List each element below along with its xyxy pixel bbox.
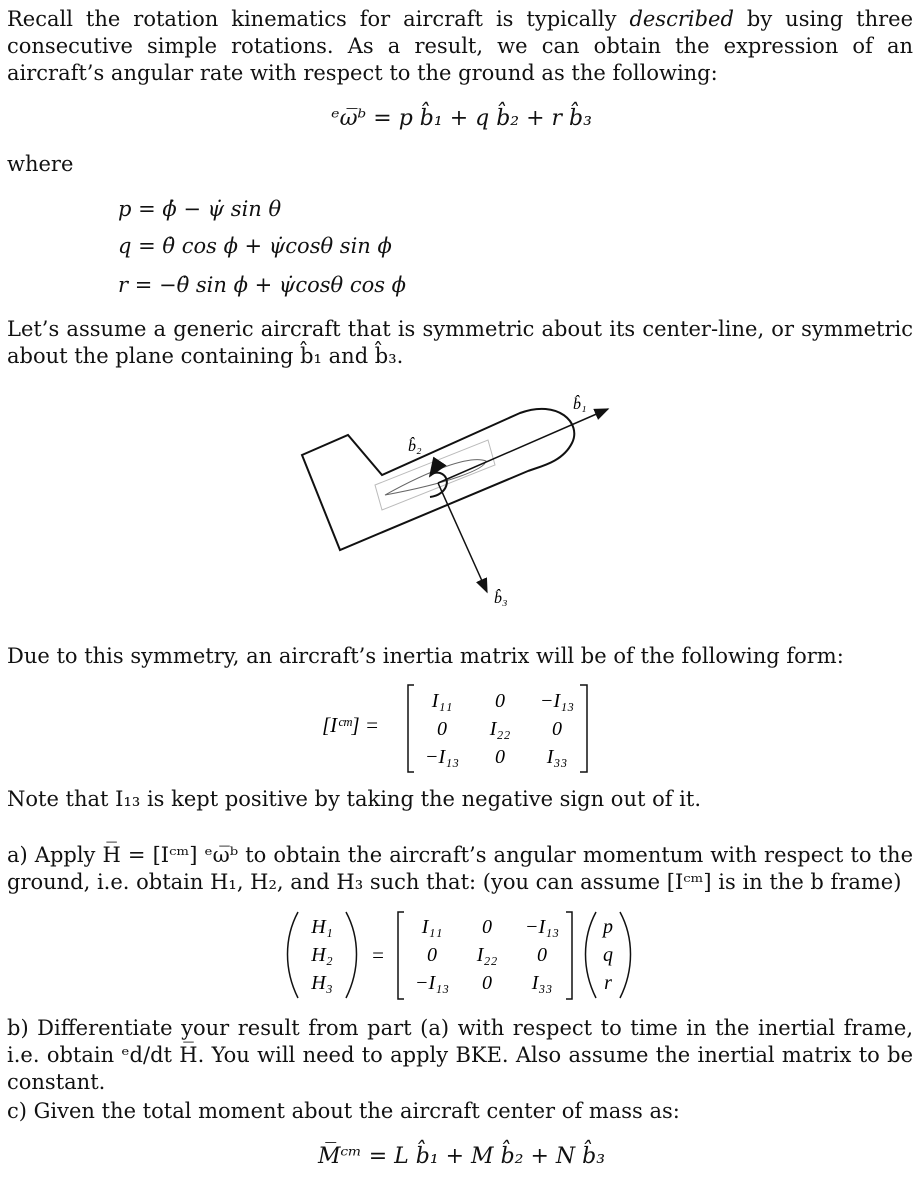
q-equation: q = θ̇ cos ϕ + ψ̇cosθ sin ϕ [118, 234, 392, 258]
w-component: q [603, 944, 613, 966]
matrix-cell: 0 [552, 718, 562, 740]
b1-label: b̂₁ [573, 396, 587, 413]
equals-sign: = [372, 943, 384, 967]
h-component: H₃ [311, 972, 333, 994]
matrix-cell: 0 [495, 746, 505, 768]
r-equation: r = −θ̇ sin ϕ + ψ̇cosθ cos ϕ [118, 273, 406, 297]
w-component: r [604, 972, 612, 994]
w-right-paren [620, 912, 631, 998]
matrix-cell: I₁₁ [421, 916, 443, 938]
b1-axis-arrow [438, 409, 608, 483]
matrix-cell: −I₁₃ [539, 690, 575, 712]
part-b-paragraph: b) Differentiate your result from part (a) with respect to time in the inertial frame, i.e. obtain ᵉd/dt H̅. You will need to apply BKE. Also assume the inertial matrix to be constant. [7, 1016, 913, 1094]
matrix-cell: I₂₂ [489, 718, 511, 740]
intro-text-before: Recall the rotation kinematics for aircraft is typically [7, 7, 630, 31]
part-a-paragraph: a) Apply H̅ = [Iᶜᵐ] ᵉω̅ᵇ to obtain the aircraft’s angular momentum with respect to the ground, i.e. obtain H₁, H₂, and H₃ such that: (you can assume [Iᶜᵐ] is in the b frame) [7, 843, 913, 894]
left-bracket [408, 685, 414, 772]
aircraft-diagram [290, 385, 630, 615]
omega-equation: ᵉω̅ᵇ = p b̂₁ + q b̂₂ + r b̂₃ [331, 106, 592, 131]
note-paragraph: Note that I₁₃ is kept positive by taking the negative sign out of it. [7, 787, 702, 811]
h-right-paren [346, 912, 357, 998]
b2-label: b̂₂ [408, 438, 422, 455]
matrix-cell: I₁₁ [431, 690, 453, 712]
inertia-matrix-equation [300, 680, 620, 780]
h-component: H₂ [311, 944, 333, 966]
airfoil-shape [385, 460, 486, 495]
left-bracket [398, 912, 404, 999]
matrix-cell: 0 [437, 718, 447, 740]
matrix-cell: I₃₃ [546, 746, 568, 768]
matrix-cell: −I₁₃ [524, 916, 560, 938]
matrix-cell: I₃₃ [531, 972, 553, 994]
matrix-cell: 0 [482, 972, 492, 994]
matrix-cell: −I₁₃ [424, 746, 460, 768]
intro-paragraph [7, 6, 913, 87]
matrix-cell: −I₁₃ [414, 972, 450, 994]
w-component: p [603, 916, 613, 938]
matrix-cell: 0 [537, 944, 547, 966]
symmetry-paragraph: Due to this symmetry, an aircraft’s inertia matrix will be of the following form: [7, 644, 844, 668]
matrix-cell: 0 [427, 944, 437, 966]
intro-text-after: by using three consecutive simple rotations. As a result, we can obtain the expression of an aircraft’s angular rate with respect to the ground as the following: [7, 7, 913, 85]
right-bracket [580, 685, 587, 772]
where-label: where [7, 152, 74, 176]
matrix-cell: I₂₂ [476, 944, 498, 966]
assumption-paragraph: Let’s assume a generic aircraft that is symmetric about its center-line, or symmetric about the plane containing b̂₁ and b̂₃. [7, 317, 913, 368]
h-left-paren [288, 912, 299, 998]
w-left-paren [586, 912, 597, 998]
matrix-cell: 0 [482, 916, 492, 938]
matrix-cell: 0 [495, 690, 505, 712]
aircraft-body-outline [302, 409, 574, 550]
b3-label: b̂₃ [494, 590, 508, 607]
intro-emphasis: described [629, 7, 734, 31]
inertia-lhs: [Iᶜᵐ] = [322, 713, 380, 737]
momentum-matrix-equation [280, 908, 650, 1003]
moment-equation: M̅ᶜᵐ = L b̂₁ + M b̂₂ + N b̂₃ [317, 1144, 606, 1169]
part-c-paragraph: c) Given the total moment about the aircraft center of mass as: [7, 1099, 680, 1123]
p-equation: p = ϕ̇ − ψ̇ sin θ [118, 197, 282, 221]
right-bracket [566, 912, 572, 999]
h-component: H₁ [311, 916, 333, 938]
